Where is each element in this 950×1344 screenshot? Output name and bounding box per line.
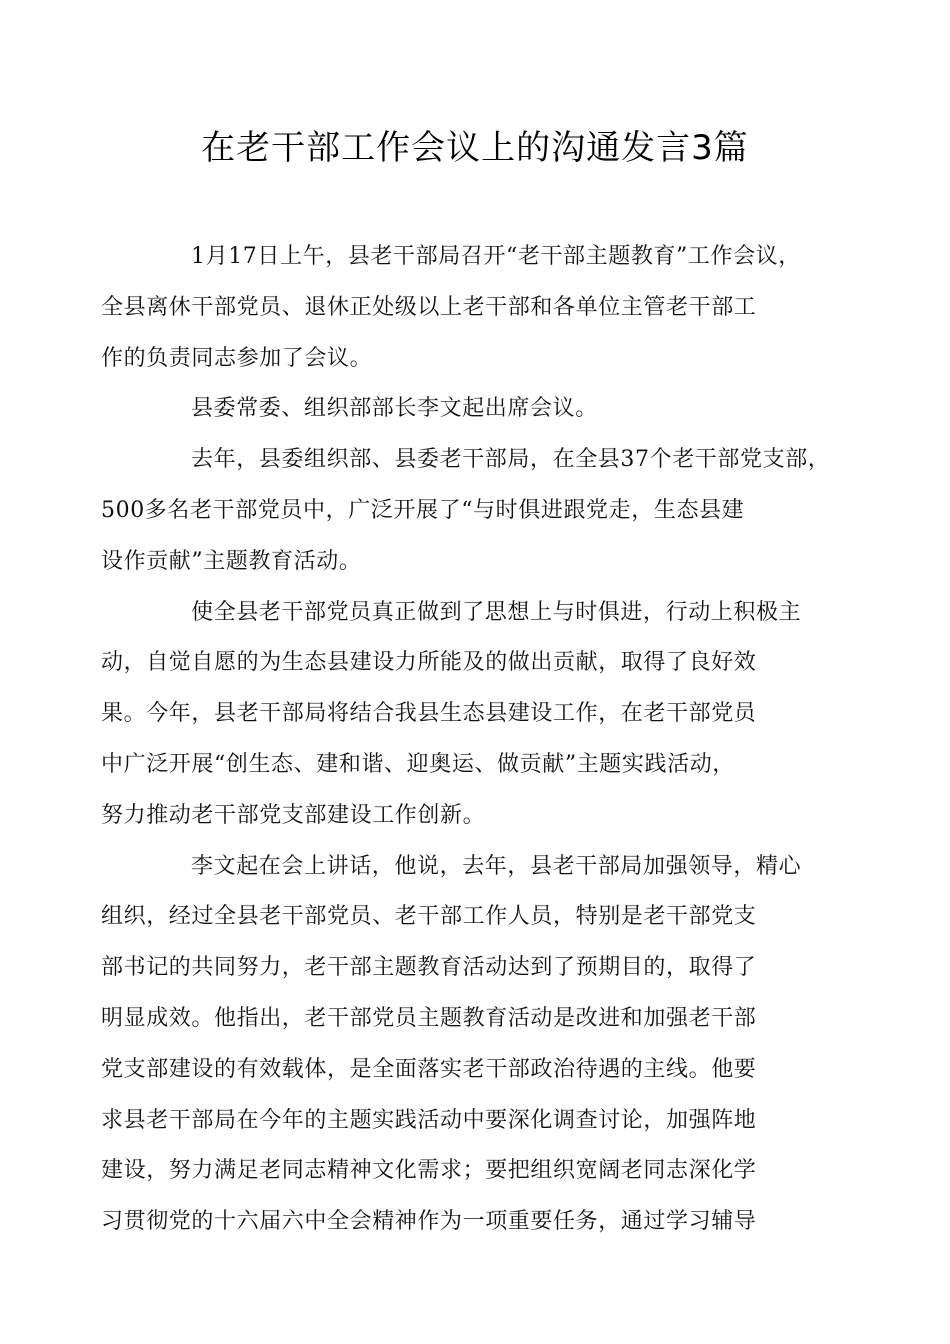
paragraph-5 bbox=[101, 842, 826, 1248]
document-body bbox=[101, 232, 831, 1248]
text-line: 1月17日上午，县老干部局召开“老干部主题教育”工作会议， bbox=[191, 244, 801, 269]
paragraph-3 bbox=[101, 435, 831, 587]
text-line: 习贯彻党的十六届六中全会精神作为一项重要任务，通过学习辅导 bbox=[101, 1209, 757, 1235]
text-line: 果。今年，县老干部局将结合我县生态县建设工作，在老干部党员 bbox=[101, 701, 757, 727]
text-line: 明显成效。他指出，老干部党员主题教育活动是改进和加强老干部 bbox=[101, 1005, 757, 1031]
text-line: 500多名老干部党员中，广泛开展了“与时俱进跟党走，生态县建 bbox=[101, 497, 745, 523]
paragraph-1 bbox=[101, 232, 826, 384]
text-line: 县委常委、组织部部长李文起出席会议。 bbox=[191, 396, 598, 422]
text-line: 建设，努力满足老同志精神文化需求；要把组织宽阔老同志深化学 bbox=[101, 1158, 757, 1184]
document-title: 在老干部工作会议上的沟通发言3篇 bbox=[201, 128, 749, 168]
text-line: 中广泛开展“创生态、建和谐、迎奥运、做贡献”主题实践活动， bbox=[101, 751, 735, 777]
text-line: 去年，县委组织部、县委老干部局，在全县37个老干部党支部， bbox=[191, 447, 831, 473]
paragraph-4 bbox=[101, 588, 826, 842]
text-line: 努力推动老干部党支部建设工作创新。 bbox=[101, 802, 486, 828]
text-line: 党支部建设的有效载体，是全面落实老干部政治待遇的主线。他要 bbox=[101, 1056, 757, 1082]
text-line: 作的负责同志参加了会议。 bbox=[101, 345, 373, 371]
text-line: 部书记的共同努力，老干部主题教育活动达到了预期目的，取得了 bbox=[101, 955, 757, 981]
paragraph-2 bbox=[146, 384, 826, 435]
text-line: 求县老干部局在今年的主题实践活动中要深化调查讨论，加强阵地 bbox=[101, 1107, 757, 1133]
text-line: 使全县老干部党员真正做到了思想上与时俱进，行动上积极主 bbox=[191, 599, 802, 625]
text-line: 李文起在会上讲话，他说，去年，县老干部局加强领导，精心 bbox=[191, 853, 802, 879]
text-line: 设作贡献”主题教育活动。 bbox=[101, 548, 362, 574]
text-line: 动，自觉自愿的为生态县建设力所能及的做出贡献，取得了良好效 bbox=[101, 650, 757, 676]
text-line: 组织，经过全县老干部党员、老干部工作人员，特别是老干部党支 bbox=[101, 904, 757, 930]
text-line: 全县离休干部党员、退休正处级以上老干部和各单位主管老干部工 bbox=[101, 294, 757, 320]
